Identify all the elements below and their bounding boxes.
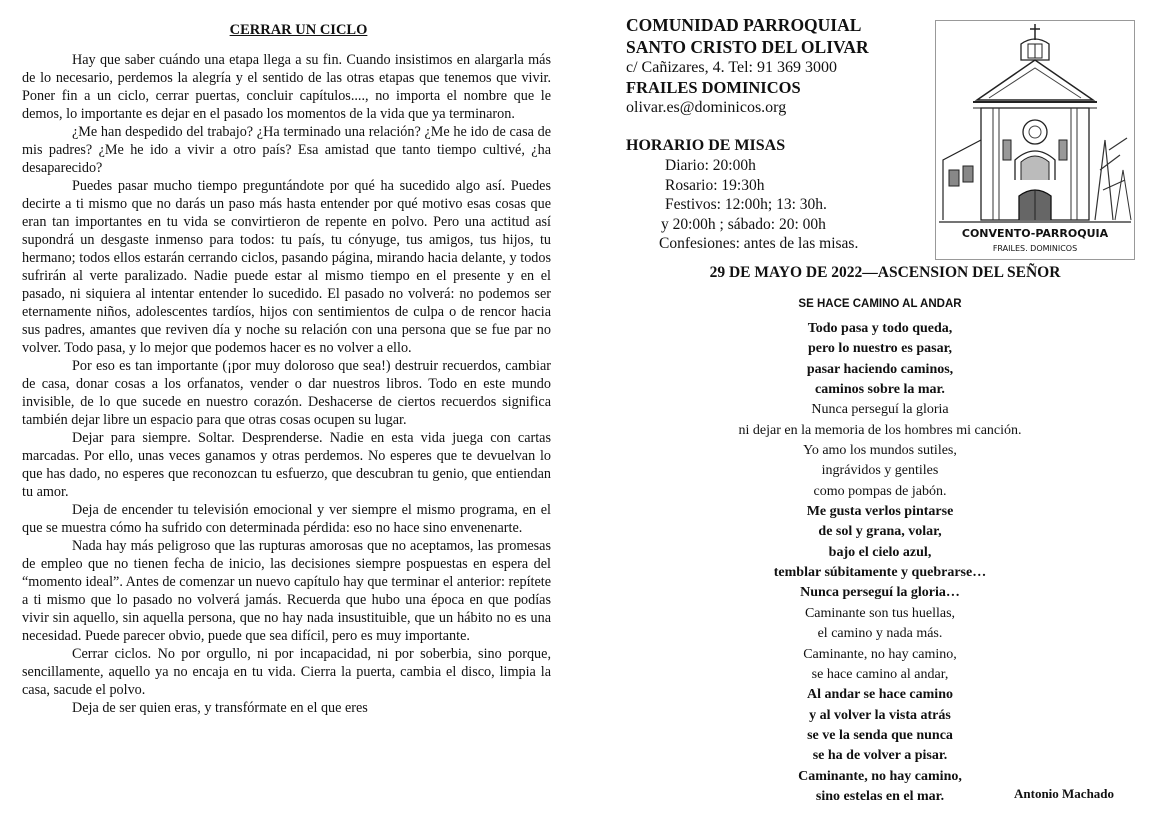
poem-line: pasar haciendo caminos,: [806, 361, 954, 377]
poem-line: Nunca perseguí la gloria…: [800, 585, 960, 601]
poem-line: pero lo nuestro es pasar,: [807, 341, 953, 357]
parish-name-line1: COMUNIDAD PARROQUIAL: [626, 15, 862, 35]
church-illustration: [935, 20, 1135, 260]
poem-line: el camino y nada más.: [817, 626, 943, 642]
poem-line: Caminante, no hay camino,: [798, 768, 962, 784]
poem-line: se ve la senda que nunca: [807, 727, 953, 743]
poem-line: Nunca perseguí la gloria: [811, 402, 949, 418]
church-drawing: [935, 20, 1135, 260]
poem-line: y al volver la vista atrás: [809, 707, 951, 723]
mass-schedule: [626, 136, 946, 254]
article-paragraph: Deja de ser quien eras, y transfórmate en el que eres: [72, 700, 368, 716]
schedule-line: Rosario: 19:30h: [665, 176, 765, 194]
poem-line: Todo pasa y todo queda,: [807, 321, 953, 336]
poem-line: Al andar se hace camino: [807, 687, 953, 703]
date-title: 29 DE MAYO DE 2022—ASCENSION DEL SEÑOR: [709, 264, 1061, 281]
poem-line: sino estelas en el mar.: [815, 788, 945, 804]
parish-address: c/ Cañizares, 4. Tel: 91 369 3000: [626, 59, 837, 76]
poem-line: bajo el cielo azul,: [828, 544, 932, 560]
poem-line: caminos sobre la mar.: [815, 382, 945, 398]
schedule-line: Confesiones: antes de las misas.: [659, 235, 859, 252]
poem-line: de sol y grana, volar,: [818, 524, 942, 540]
schedule-line: Festivos: 12:00h; 13: 30h.: [665, 196, 827, 213]
poem-line: Caminante son tus huellas,: [804, 605, 956, 621]
poem-line: como pompas de jabón.: [813, 483, 947, 499]
parish-email: olivar.es@dominicos.org: [626, 99, 787, 116]
schedule-line: Diario: 20:00h: [665, 157, 756, 174]
poem-line: ingrávidos y gentiles: [821, 463, 939, 479]
drawing-caption-sub: FRAILES. DOMINICOS: [992, 244, 1078, 253]
article-paragraph: Hay que saber cuándo una etapa llega a su fin. Cuando insistimos en alargarla más de lo necesario, perdemos la alegría y el sentido de las otras etapas que tenemos que vivir. Poner fin a un ciclo, cerrar puertas, concluir capítulos...., no importa el nombre que le demos, lo importante es dejar en el pasado los momentos de la vida que ya terminaron.: [22, 52, 551, 122]
schedule-line: y 20:00h ; sábado: 20: 00h: [661, 215, 826, 233]
poem-line: se hace camino al andar,: [811, 666, 949, 682]
poem-line: Caminante, no hay camino,: [803, 646, 957, 662]
article-title: CERRAR UN CICLO: [229, 22, 368, 38]
article-body: [22, 51, 551, 717]
poem-line: ni dejar en la memoria de los hombres mi canción.: [738, 422, 1022, 438]
poem-line: se ha de volver a pisar.: [812, 748, 948, 764]
poem-line: Yo amo los mundos sutiles,: [803, 443, 957, 459]
parish-name-line2: SANTO CRISTO DEL OLIVAR: [626, 37, 869, 57]
article-paragraph: Cerrar ciclos. No por orgullo, ni por incapacidad, ni por soberbia, sino porque, sencillamente, aquello ya no encaja en tu vida. Cierra la puerta, cambia el disco, limpia la casa, sacude el polvo.: [22, 646, 551, 698]
poem-title: SE HACE CAMINO AL ANDAR: [798, 298, 962, 310]
left-column: [22, 22, 551, 717]
poem-line: temblar súbitamente y quebrarse…: [773, 565, 987, 581]
article-paragraph: Por eso es tan importante (¡por muy doloroso que sea!) destruir recuerdos, cambiar de casa, donar cosas a los orfanatos, vender o dar nuestros libros. Todo en este mundo invisible, de lo que sucede en nuestro corazón. Deshacerse de ciertos recuerdos significa también dejar libre un espacio para que otras cosas ocupen su lugar.: [22, 358, 551, 428]
article-paragraph: ¿Me han despedido del trabajo? ¿Ha terminado una relación? ¿Me he ido de casa de mis padres? ¿Me he ido a vivir a otro país? Esa amistad que tanto tiempo cultivé, ¿ha desaparecido?: [22, 124, 551, 176]
article-paragraph: Dejar para siempre. Soltar. Desprenderse. Nadie en esta vida juega con cartas marcadas. Por ello, unas veces ganamos y otras perdemos. No esperes que te devuelvan lo que has dado, no esperes que reconozcan tu esfuerzo, que descubran tu genio, que entiendan tu amor.: [22, 430, 551, 500]
parish-friars: FRAILES DOMINICOS: [626, 78, 801, 97]
poem: [630, 319, 1130, 807]
poem-line: Me gusta verlos pintarse: [806, 504, 954, 520]
poem-author: Antonio Machado: [1014, 786, 1115, 801]
parish-header: [626, 14, 926, 118]
schedule-title: HORARIO DE MISAS: [626, 137, 786, 154]
article-paragraph: Nada hay más peligroso que las rupturas amorosas que no aceptamos, las promesas de empleo que no tienen fecha de inicio, las decisiones siempre pospuestas en espera del “momento ideal”. Antes de comenzar un nuevo capítulo hay que terminar el anterior: repítete a ti mismo que lo pasado no volverá jamás. Recuerda que hubo una época en que podías vivir sin aquello, sin aquella persona, que no hay nada insustituible, que un hábito no es una necesidad. Puede parecer obvio, puede que sea difícil, pero es muy importante.: [22, 538, 551, 644]
drawing-caption-main: CONVENTO-PARROQUIA: [961, 227, 1109, 240]
article-paragraph: Deja de encender tu televisión emocional y ver siempre el mismo programa, en el que se muestra cómo ha sufrido con determinada pérdida: eso no hace sino envenenarte.: [22, 502, 551, 536]
article-paragraph: Puedes pasar mucho tiempo preguntándote por qué ha sucedido algo así. Puedes decirte a ti mismo que no darás un paso más hasta entender por qué motivo esas cosas que eran tan importantes en tu vida se convirtieron de repente en polvo. Pero una actitud así supondrá un desgaste inmenso para todos: tu país, tu cónyuge, tus amigos, tus hijos, tu hermano; todos ellos estarán cerrando ciclos, pasando página, mirando hacia delante, y todos sufrirán al verte paralizado. Nadie puede estar al mismo tiempo en el presente y en el pasado, ni siquiera al intentar entender lo sucedido. El pasado no volverá: no podemos ser eternamente niños, adolescentes tardíos, hijos con sentimientos de culpa o de rencor hacia sus padres, amantes que reviven día y noche su relación con una persona que se fue par no volver. Todo pasa, y lo mejor que podemos hacer es no volver a ello.: [22, 178, 551, 356]
